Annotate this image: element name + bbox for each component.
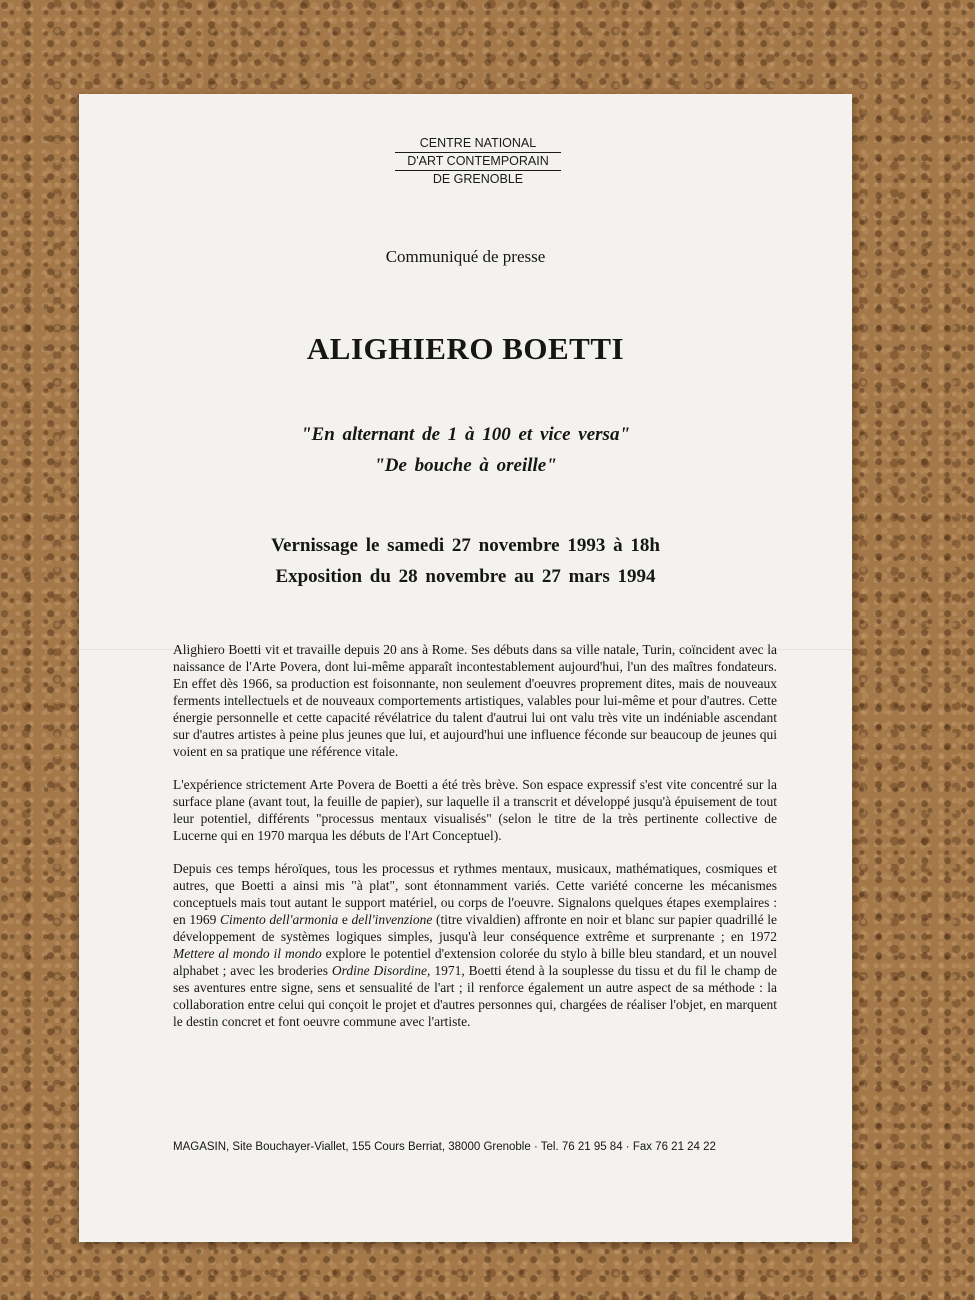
institution-logo — [395, 135, 561, 188]
press-release-sheet — [79, 94, 852, 1242]
exhibition-title-1: "En alternant de 1 à 100 et vice versa" — [300, 424, 630, 445]
paragraph-1: Alighiero Boetti vit et travaille depuis 20 ans à Rome. Ses débuts dans sa ville natale, Turin, coïncident avec la naissance de l'Arte Povera, dont lui-même apparaît incontestablement aujourd'hui, l'un des maîtres fondateurs. En effet dès 1966, sa production est foisonnante, non seulement d'oeuvres proprement dites, mais de nouveaux ferments intellectuels et de nouveaux comportements artistiques, valables pour lui-même et pour d'autres. Cette énergie personnelle et cette capacité révélatrice du talent d'autrui lui ont valu très vite un indéniable ascendant sur d'autres artistes à peine plus jeunes que lui, et aujourd'hui une influence féconde sur beaucoup de jeunes qui voient en sa pratique une référence vitale. — [173, 642, 777, 759]
paragraph-3-text: Depuis ces temps héroïques, tous les processus et rythmes mentaux, musicaux, mathématiques, cosmiques et autres, que Boetti a ainsi mis "à plat", sont étonnamment variés. Cette variété concerne les mécanismes conceptuels mais tout autant le support matériel, ou corps de l'oeuvre. Signalons quelques étapes exemplaires : en 1969 — [173, 861, 777, 927]
footer-address: MAGASIN, Site Bouchayer-Viallet, 155 Cours Berriat, 38000 Grenoble · Tel. 76 21 95 84 · Fax 76 21 24 22 — [173, 1141, 716, 1153]
logo-line-1: CENTRE NATIONAL — [395, 135, 561, 153]
paragraph-3 — [173, 860, 777, 1030]
exhibition-title-2: "De bouche à oreille" — [374, 455, 557, 476]
work-title-cimento: Cimento dell'armonia — [219, 912, 339, 927]
work-title-ordine-disordine: Ordine Disordine — [331, 963, 428, 978]
document-type: Communiqué de presse — [385, 247, 546, 266]
paragraph-3-text: , 1971, Boetti étend à la souplesse du tissu et du fil le champ de ses aventures entre signe, sens et sensualité de l'art ; il renforce également un autre aspect de sa méthode : la collaboration entre celui qui conçoit le projet et d'autres personnes qui, chargées de réaliser l'objet, en marquent le destin concret et font oeuvre commune avec l'artiste. — [173, 963, 777, 1029]
artist-name: ALIGHIERO BOETTI — [306, 331, 625, 366]
paragraph-2: L'expérience strictement Arte Povera de Boetti a été très brève. Son espace expressif s'est vite concentré sur la surface plane (avant tout, la feuille de papier), sur laquelle il a transcrit et développé jusqu'à épuisement de tout leur potentiel, différents "processus mentaux visualisés" (selon le titre de la très pertinente collective de Lucerne qui en 1970 marqua les débuts de l'Art Conceptuel). — [173, 777, 777, 843]
logo-line-2: D'ART CONTEMPORAIN — [395, 153, 561, 171]
logo-line-3: DE GRENOBLE — [432, 172, 524, 186]
exhibition-dates: Exposition du 28 novembre au 27 mars 1994 — [275, 566, 656, 587]
paragraph-3-text: explore le potentiel d'extension colorée du stylo à bille bleu standard, et un nouvel alphabet ; avec les broderies — [173, 946, 777, 978]
opening-date: Vernissage le samedi 27 novembre 1993 à 18h — [271, 535, 660, 556]
paragraph-3-text: e — [338, 912, 352, 927]
paragraph-3-text: (titre vivaldien) affronte en noir et blanc sur papier quadrillé le développement de systèmes logiques simples, jusqu'à leur conséquence extrême et surprenante ; en 1972 — [173, 912, 777, 944]
work-title-invenzione: dell'invenzione — [351, 912, 433, 927]
body-text — [173, 641, 777, 1046]
work-title-mettere-al-mondo: Mettere al mondo il mondo — [173, 946, 322, 961]
